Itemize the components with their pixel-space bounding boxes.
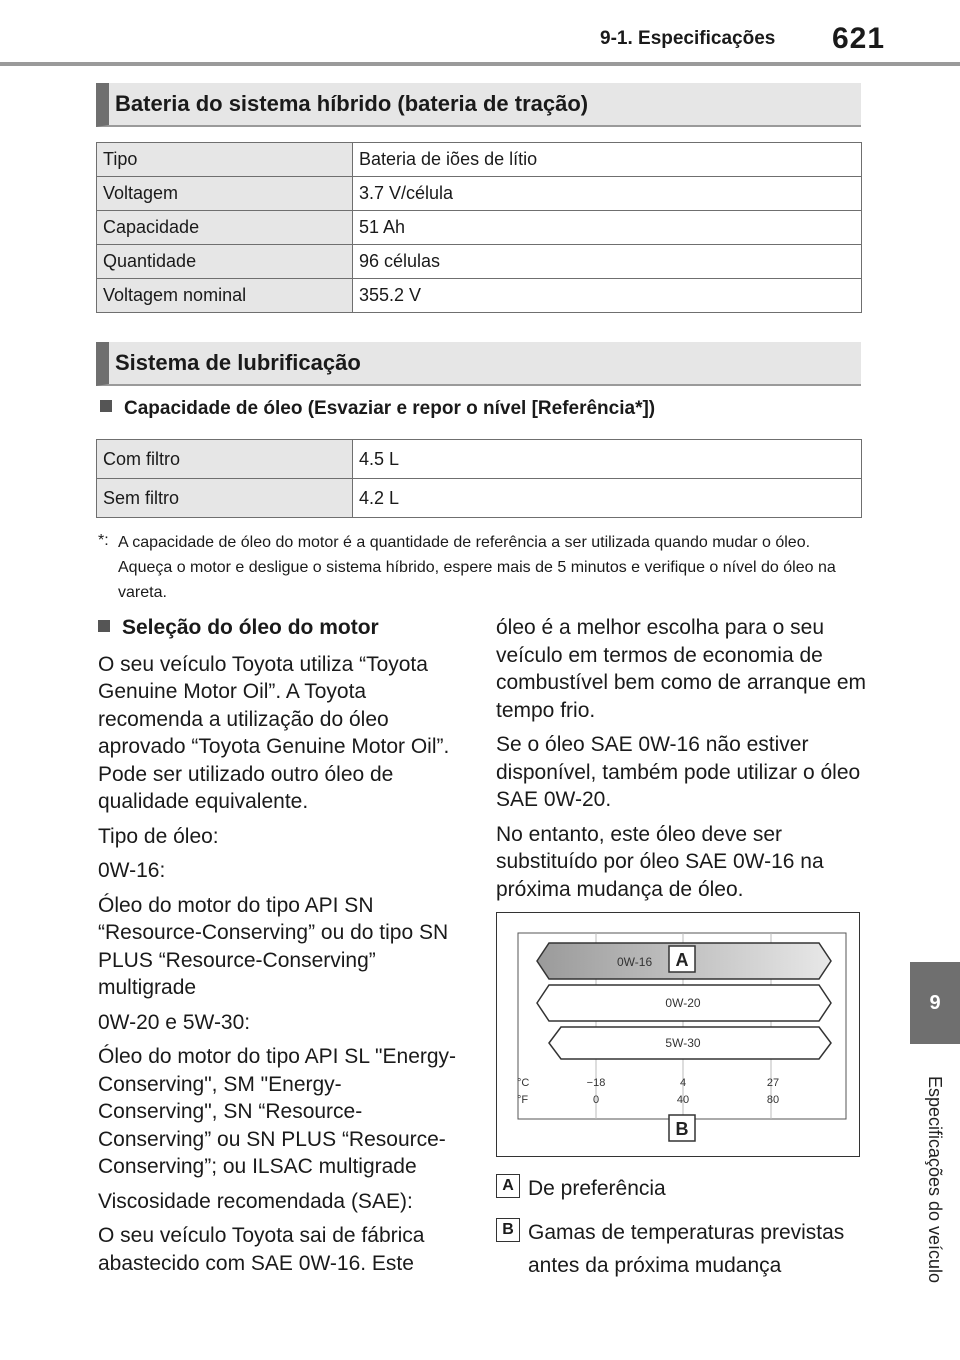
- bullet-square-icon: [98, 620, 110, 632]
- paragraph: 0W-20 e 5W-30:: [98, 1010, 251, 1034]
- table-cell-value: 4.2 L: [353, 479, 862, 518]
- chapter-tab-label-text: Especificações do veículo: [925, 1075, 946, 1283]
- chapter-tab-number: 9: [910, 962, 960, 1044]
- callout-a: A: [675, 950, 689, 970]
- oil-capacity-footnote: [98, 530, 866, 605]
- section-title: 9-1. Especificações: [600, 28, 776, 49]
- header-rule: [0, 62, 960, 66]
- paragraph: 0W-16:: [98, 859, 166, 882]
- table-cell-label: Tipo: [97, 143, 353, 177]
- tick-fahrenheit: 0: [592, 1094, 600, 1106]
- oil-selection-right-column: [496, 614, 866, 910]
- oil-selection-heading: [98, 614, 460, 642]
- table-row: [97, 211, 862, 245]
- oil-capacity-heading-text: Capacidade de óleo (Esvaziar e repor o nível [Referência*]): [124, 398, 656, 419]
- table-cell-label: Sem filtro: [97, 479, 353, 518]
- unit-fahrenheit: °F: [517, 1094, 529, 1106]
- battery-spec-table: [96, 142, 862, 313]
- legend-key-b: B: [496, 1218, 520, 1242]
- tick-celsius: 27: [766, 1077, 780, 1089]
- table-row: [97, 245, 862, 279]
- legend-text-b: Gamas de temperaturas previstas antes da próxima mudança: [528, 1221, 845, 1277]
- table-cell-value: 4.5 L: [353, 440, 862, 479]
- paragraph: Óleo do motor do tipo API SN “Resource-Conserving” ou do tipo SN PLUS “Resource-Conserving” multigrade: [98, 893, 449, 999]
- bar-label-5w-30: 5W-30: [665, 1036, 701, 1050]
- unit-celsius: °C: [517, 1077, 530, 1089]
- paragraph: Tipo de óleo:: [98, 824, 219, 848]
- paragraph: Óleo do motor do tipo API SL "Energy-Conserving", SM "Energy-Conserving", SN “Resource-Conserving” ou SN PLUS “Resource-Conserving”; ou ILSAC multigrade: [98, 1045, 457, 1178]
- footnote-text: A capacidade de óleo do motor é a quantidade de referência a ser utilizada quando mudar o óleo. Aqueça o motor e desligue o sistema híbrido, espere mais de 5 minutos e verifique o nível do óleo na vareta.: [118, 534, 836, 601]
- table-row: [97, 279, 862, 313]
- oil-capacity-heading: [100, 398, 655, 420]
- paragraph: óleo é a melhor escolha para o seu veículo em termos de economia de combustível bem como de arranque em tempo frio.: [496, 616, 867, 722]
- table-cell-value: Bateria de iões de lítio: [353, 143, 862, 177]
- oil-selection-heading-text: Seleção do óleo do motor: [122, 616, 379, 639]
- chapter-tab-label: [910, 1044, 960, 1314]
- callout-b: B: [675, 1119, 689, 1139]
- paragraph: No entanto, este óleo deve ser substituído por óleo SAE 0W-16 na próxima mudança de óleo.: [496, 822, 824, 901]
- tick-fahrenheit: 40: [676, 1094, 690, 1106]
- table-cell-value: 51 Ah: [353, 211, 862, 245]
- table-cell-label: Quantidade: [97, 245, 353, 279]
- table-cell-value: 355.2 V: [353, 279, 862, 313]
- oil-capacity-table: [96, 439, 862, 518]
- table-row: [97, 177, 862, 211]
- viscosity-diagram: [497, 913, 859, 1156]
- table-cell-label: Voltagem: [97, 177, 353, 211]
- footnote-mark: *:: [98, 532, 109, 549]
- paragraph: Se o óleo SAE 0W-16 não estiver disponível, também pode utilizar o óleo SAE 0W-20.: [496, 733, 861, 811]
- table-cell-label: Capacidade: [97, 211, 353, 245]
- oil-viscosity-figure: [496, 912, 860, 1157]
- page-number: 621: [832, 22, 886, 55]
- bullet-square-icon: [100, 400, 112, 412]
- legend-key-a: A: [496, 1174, 520, 1198]
- table-row: [97, 440, 862, 479]
- tick-celsius: −18: [586, 1077, 606, 1089]
- bar-label-0w-20: 0W-20: [665, 996, 701, 1010]
- table-cell-label: Voltagem nominal: [97, 279, 353, 313]
- table-cell-value: 96 células: [353, 245, 862, 279]
- table-cell-label: Com filtro: [97, 440, 353, 479]
- battery-section-heading: Bateria do sistema híbrido (bateria de tração): [96, 83, 861, 127]
- legend-text-a: De preferência: [528, 1177, 666, 1200]
- table-cell-value: 3.7 V/célula: [353, 177, 862, 211]
- paragraph: O seu veículo Toyota utiliza “Toyota Genuine Motor Oil”. A Toyota recomenda a utilização do óleo aprovado “Toyota Genuine Motor Oil”. Pode ser utilizado outro óleo de qualidade equivalente.: [98, 652, 450, 813]
- table-row: [97, 143, 862, 177]
- paragraph: O seu veículo Toyota sai de fábrica abastecido com SAE 0W-16. Este: [98, 1224, 425, 1275]
- table-row: [97, 479, 862, 518]
- paragraph: Viscosidade recomendada (SAE):: [98, 1189, 413, 1213]
- oil-selection-left-column: [98, 614, 460, 1284]
- bar-label-0w-16: 0W-16: [617, 955, 653, 969]
- tick-celsius: 4: [679, 1077, 687, 1089]
- tick-fahrenheit: 80: [766, 1094, 780, 1106]
- lubrication-section-heading: Sistema de lubrificação: [96, 342, 861, 386]
